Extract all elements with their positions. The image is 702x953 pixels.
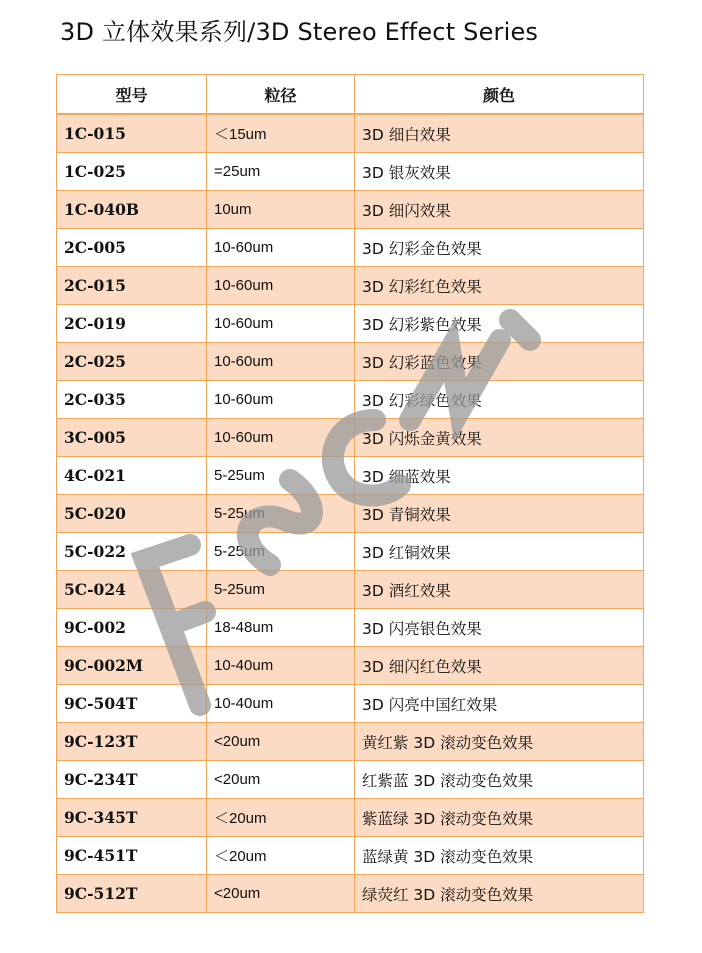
table-row (57, 191, 644, 229)
cell-color: 紫蓝绿 3D 滚动变色效果 (355, 799, 644, 837)
product-table (56, 74, 644, 913)
cell-model: 9C-123T (57, 723, 207, 761)
cell-model: 1C-040B (57, 191, 207, 229)
cell-size: 10-60um (207, 419, 355, 457)
cell-size: 10-60um (207, 343, 355, 381)
table-row (57, 837, 644, 875)
cell-color: 3D 幻彩绿色效果 (355, 381, 644, 419)
cell-size: ＜20um (207, 799, 355, 837)
cell-color: 3D 细蓝效果 (355, 457, 644, 495)
table-row (57, 761, 644, 799)
cell-model: 2C-015 (57, 267, 207, 305)
cell-model: 2C-035 (57, 381, 207, 419)
cell-model: 9C-002M (57, 647, 207, 685)
cell-color: 3D 幻彩蓝色效果 (355, 343, 644, 381)
cell-model: 5C-024 (57, 571, 207, 609)
table-row (57, 267, 644, 305)
table-row (57, 533, 644, 571)
cell-color: 绿荧红 3D 滚动变色效果 (355, 875, 644, 913)
cell-color: 3D 红铜效果 (355, 533, 644, 571)
cell-size: 10-60um (207, 381, 355, 419)
cell-color: 3D 闪亮银色效果 (355, 609, 644, 647)
cell-color: 3D 幻彩紫色效果 (355, 305, 644, 343)
cell-color: 3D 闪亮中国红效果 (355, 685, 644, 723)
cell-model: 9C-512T (57, 875, 207, 913)
header-color: 颜色 (355, 75, 644, 115)
cell-color: 3D 幻彩红色效果 (355, 267, 644, 305)
table-row (57, 875, 644, 913)
cell-model: 5C-022 (57, 533, 207, 571)
header-model: 型号 (57, 75, 207, 115)
table-row (57, 495, 644, 533)
table-row (57, 571, 644, 609)
cell-model: 9C-234T (57, 761, 207, 799)
cell-size: 18-48um (207, 609, 355, 647)
cell-model: 9C-002 (57, 609, 207, 647)
cell-color: 3D 闪烁金黄效果 (355, 419, 644, 457)
cell-size: ＜15um (207, 114, 355, 153)
cell-model: 9C-451T (57, 837, 207, 875)
cell-color: 红紫蓝 3D 滚动变色效果 (355, 761, 644, 799)
cell-size: 10-60um (207, 305, 355, 343)
cell-model: 9C-345T (57, 799, 207, 837)
table-header-row (57, 75, 644, 115)
table-row (57, 799, 644, 837)
cell-model: 4C-021 (57, 457, 207, 495)
cell-model: 9C-504T (57, 685, 207, 723)
cell-model: 2C-005 (57, 229, 207, 267)
header-size: 粒径 (207, 75, 355, 115)
cell-size: ＜20um (207, 837, 355, 875)
table-row (57, 381, 644, 419)
cell-size: 10-60um (207, 229, 355, 267)
cell-model: 3C-005 (57, 419, 207, 457)
cell-model: 2C-025 (57, 343, 207, 381)
table-body (57, 114, 644, 913)
cell-color: 蓝绿黄 3D 滚动变色效果 (355, 837, 644, 875)
cell-color: 黄红紫 3D 滚动变色效果 (355, 723, 644, 761)
cell-size: 10-40um (207, 647, 355, 685)
table-row (57, 723, 644, 761)
cell-size: <20um (207, 875, 355, 913)
cell-color: 3D 幻彩金色效果 (355, 229, 644, 267)
cell-size: 5-25um (207, 495, 355, 533)
cell-color: 3D 细白效果 (355, 114, 644, 153)
cell-size: <20um (207, 761, 355, 799)
table-row (57, 114, 644, 153)
cell-color: 3D 细闪红色效果 (355, 647, 644, 685)
cell-size: 10-40um (207, 685, 355, 723)
cell-size: =25um (207, 153, 355, 191)
page-title: 3D 立体效果系列/3D Stereo Effect Series (60, 18, 539, 46)
table-row (57, 229, 644, 267)
cell-color: 3D 细闪效果 (355, 191, 644, 229)
cell-model: 5C-020 (57, 495, 207, 533)
cell-color: 3D 酒红效果 (355, 571, 644, 609)
table-row (57, 647, 644, 685)
table-row (57, 457, 644, 495)
cell-size: 10-60um (207, 267, 355, 305)
cell-model: 2C-019 (57, 305, 207, 343)
cell-size: 10um (207, 191, 355, 229)
table-row (57, 305, 644, 343)
cell-model: 1C-025 (57, 153, 207, 191)
cell-size: 5-25um (207, 457, 355, 495)
cell-color: 3D 银灰效果 (355, 153, 644, 191)
cell-model: 1C-015 (57, 114, 207, 153)
table-row (57, 609, 644, 647)
table-row (57, 153, 644, 191)
cell-size: 5-25um (207, 533, 355, 571)
table-row (57, 685, 644, 723)
cell-size: 5-25um (207, 571, 355, 609)
table-row (57, 343, 644, 381)
cell-size: <20um (207, 723, 355, 761)
cell-color: 3D 青铜效果 (355, 495, 644, 533)
table-row (57, 419, 644, 457)
